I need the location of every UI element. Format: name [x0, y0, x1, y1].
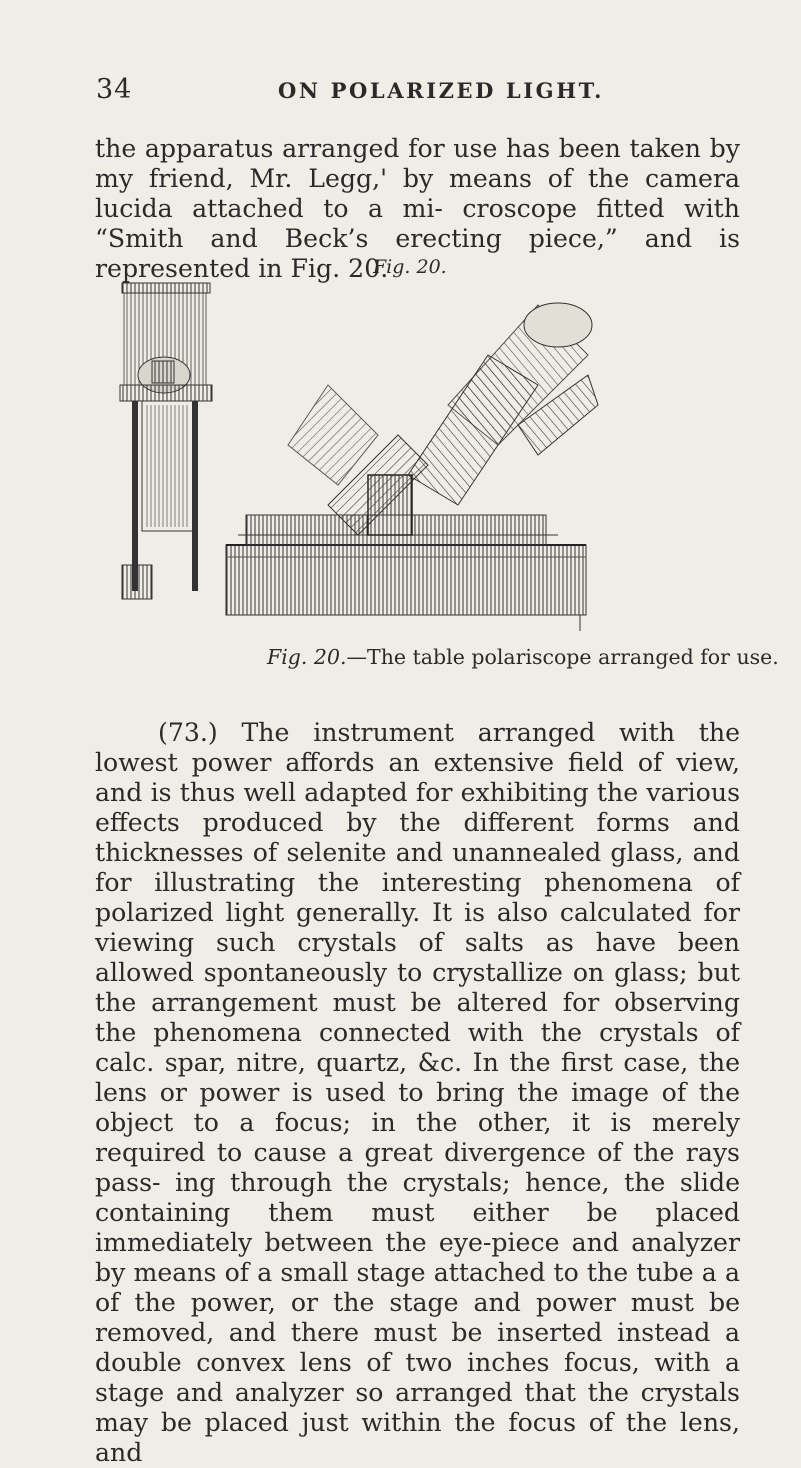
- figure-caption: [267, 645, 779, 669]
- main-paragraph: (73.) The instrument arranged with the lowest power affords an extensive field of view, and is thus well adapted for exhibiting the various effects produced by the different forms and thicknesses of selenite and unannealed glass, and for illustrating the interesting phenomena of polarized light generally. It is also calculated for viewing such crystals of salts as have been allowed spontaneously to crystallize on glass; but the arrangement must be altered for observing the phenomena connected with the crystals of calc. spar, nitre, quartz, &c. In the first case, the lens or power is used to bring the image of the object to a focus; in the other, it is merely required to cause a great divergence of the rays pass- ing through the crystals; hence, the slide containing them must either be placed immediately between the eye-piece and analyzer by means of a small stage attached to the tube a a of the power, or the stage and power must be removed, and there must be inserted instead a double convex lens of two inches focus, with a stage and analyzer so arranged that the crystals may be placed just within the focus of the lens, and: [95, 718, 740, 1468]
- polariscope-illustration: [118, 275, 608, 635]
- upright-stand-drawing: [120, 283, 212, 599]
- page-header: [96, 74, 761, 114]
- polariscope-drawing: [226, 303, 598, 631]
- caption-text: —The table polariscope arranged for use.: [346, 645, 779, 669]
- running-title: ON POLARIZED LIGHT.: [278, 78, 605, 103]
- caption-label: Fig. 20.: [267, 645, 347, 669]
- intro-paragraph: the apparatus arranged for use has been taken by my friend, Mr. Legg,' by means of the camera lucida attached to a mi- croscope fitted with “Smith and Beck’s erecting piece,” and is represented in Fig. 20.: [95, 134, 740, 284]
- page-number: 34: [96, 74, 133, 105]
- figure-label: Fig. 20.: [373, 256, 447, 278]
